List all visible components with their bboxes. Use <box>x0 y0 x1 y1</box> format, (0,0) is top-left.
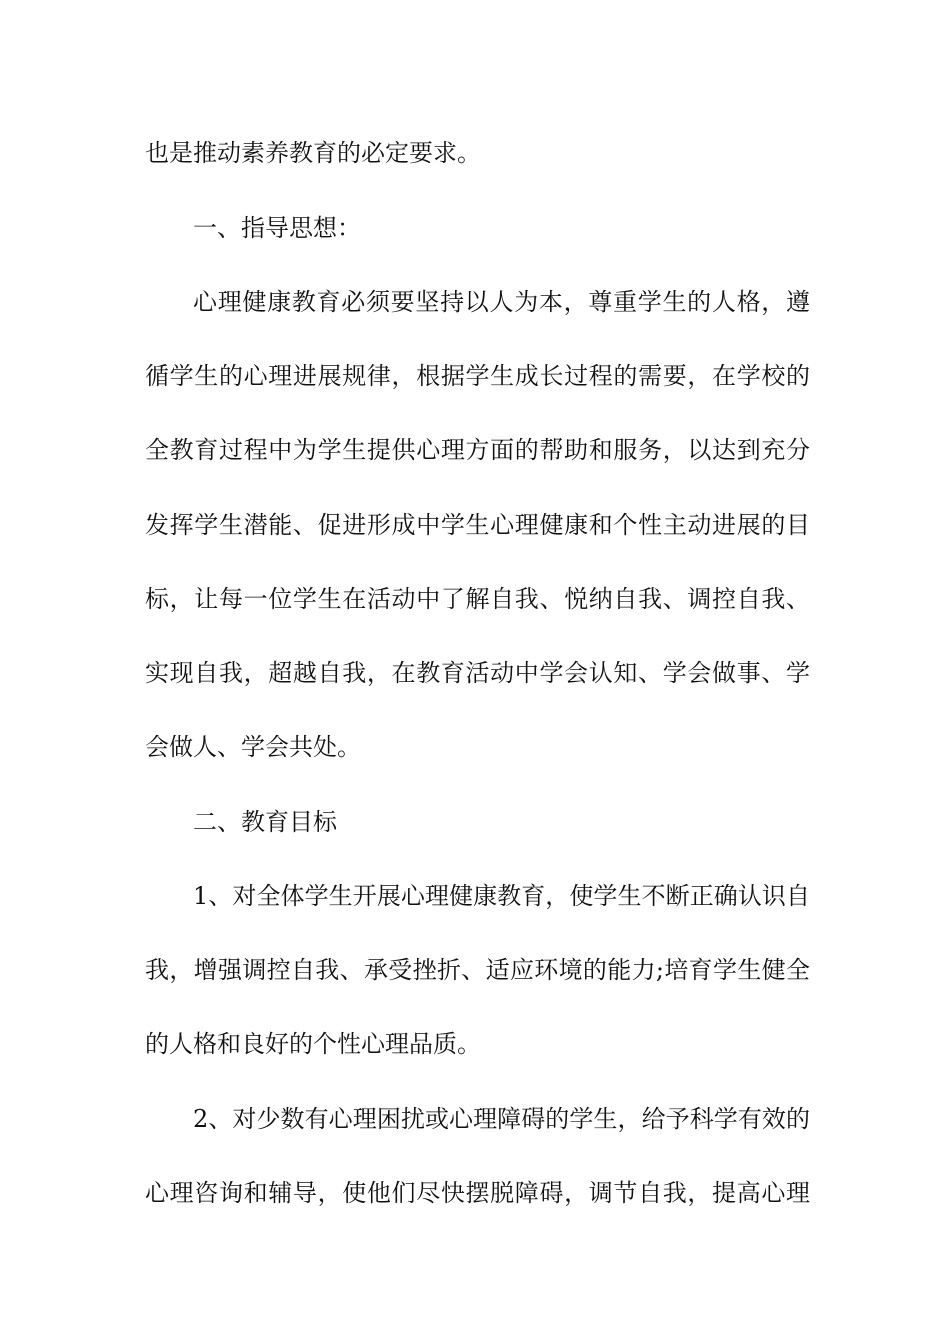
text-line: 会做人、学会共处。 <box>145 733 361 761</box>
text-line: 也是推动素养教育的必定要求。 <box>145 139 481 167</box>
section-heading: 二、教育目标 <box>193 808 337 836</box>
text-line: 心理健康教育必须要坚持以人为本，尊重学生的人格，遵 <box>193 288 810 316</box>
text-line: 心理咨询和辅导，使他们尽快摆脱障碍，调节自我，提高心理 <box>145 1179 810 1207</box>
text-line: 2、对少数有心理困扰或心理障碍的学生，给予科学有效的 <box>193 1105 810 1133</box>
text-line: 标，让每一位学生在活动中了解自我、悦纳自我、调控自我、 <box>145 585 810 613</box>
text-line: 我，增强调控自我、承受挫折、适应环境的能力;培育学生健全 <box>145 956 810 984</box>
text-line: 全教育过程中为学生提供心理方面的帮助和服务，以达到充分 <box>145 436 810 464</box>
text-line: 的人格和良好的个性心理品质。 <box>145 1030 481 1058</box>
text-line: 1、对全体学生开展心理健康教育，使学生不断正确认识自 <box>193 882 810 910</box>
section-heading: 一、指导思想： <box>193 214 361 242</box>
text-line: 循学生的心理进展规律，根据学生成长过程的需要，在学校的 <box>145 362 810 390</box>
text-line: 发挥学生潜能、促进形成中学生心理健康和个性主动进展的目 <box>145 511 810 539</box>
text-line: 实现自我，超越自我，在教育活动中学会认知、学会做事、学 <box>145 659 810 687</box>
